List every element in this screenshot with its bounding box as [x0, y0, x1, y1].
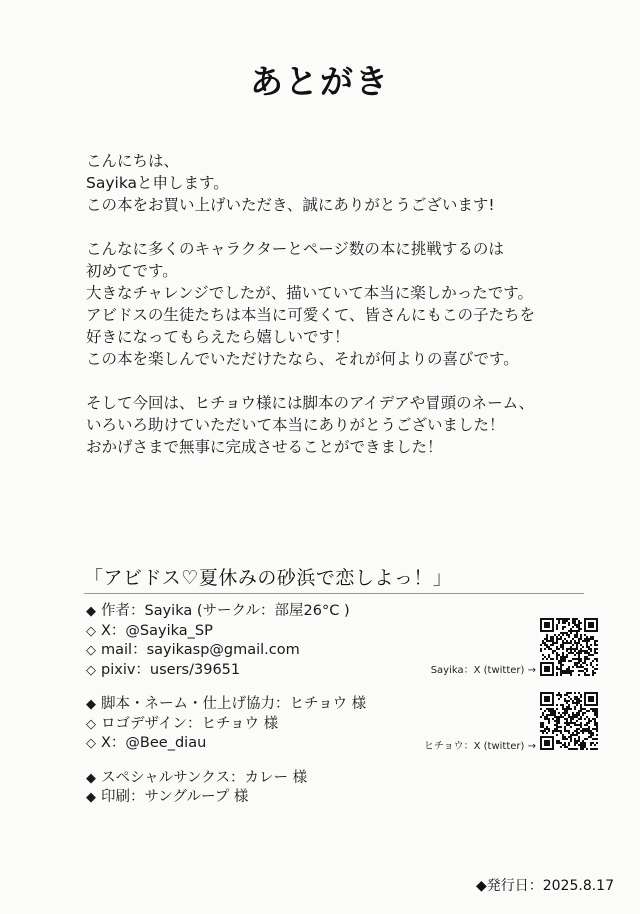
message-line: おかげさまで無事に完成させることができました！ — [86, 438, 443, 456]
message-line: 好きになってもらえたら嬉しいです！ — [86, 328, 350, 346]
message-line: こんにちは、 — [86, 152, 180, 170]
hollow-diamond-icon: ◇ — [86, 716, 96, 732]
hollow-diamond-icon: ◇ — [86, 662, 96, 678]
sayika-qr-caption: Sayika：X (twitter) → — [430, 665, 536, 676]
credit-print: ◆ 印刷：サングループ 様 — [86, 788, 416, 808]
hichou-qr-code-icon[interactable] — [540, 692, 598, 750]
credits-script-group — [86, 695, 416, 754]
afterword-message — [86, 150, 556, 458]
message-line: 大きなチャレンジでしたが、描いていて本当に楽しかったです。 — [86, 284, 534, 302]
credit-logo: ◇ ロゴデザイン：ヒチョウ 様 — [86, 715, 416, 735]
filled-diamond-icon: ◆ — [86, 790, 96, 805]
divider — [84, 593, 584, 594]
credit-author-pixiv: ◇ pixiv：users/39651 — [86, 661, 416, 681]
credit-special-thanks: ◆ スペシャルサンクス：カレー 様 — [86, 769, 416, 789]
credit-script: ◆ 脚本・ネーム・仕上げ協力：ヒチョウ 様 — [86, 695, 416, 715]
filled-diamond-icon: ◆ — [86, 697, 96, 712]
hollow-diamond-icon: ◇ — [86, 736, 96, 751]
message-paragraph-2 — [86, 238, 556, 370]
hichou-qr-caption: ヒチョウ：X (twitter) → — [423, 741, 536, 752]
message-line: そして今回は、ヒチョウ様には脚本のアイデアや冒頭のネーム、 — [86, 394, 535, 412]
hollow-diamond-icon: ◇ — [86, 623, 96, 639]
message-line: アビドスの生徒たちは本当に可愛くて、皆さんにもこの子たちを — [86, 306, 536, 324]
filled-diamond-icon: ◆ — [475, 878, 487, 894]
message-line: いろいろ助けていただいて本当にありがとうございました！ — [86, 416, 505, 434]
book-title: 「アビドス♡夏休みの砂浜で恋しよっ！」 — [84, 567, 453, 589]
page-title: あとがき — [250, 62, 390, 101]
message-paragraph-1 — [86, 150, 556, 216]
message-line: この本を楽しんでいただけたなら、それが何よりの喜びです。 — [86, 350, 519, 368]
credits — [86, 602, 416, 823]
sayika-qr-code-icon[interactable] — [540, 618, 598, 676]
credit-author-x: ◇ X：@Sayika_SP — [86, 622, 416, 642]
message-line: こんなに多くのキャラクターとページ数の本に挑戦するのは — [86, 240, 504, 258]
credit-author-mail: ◇ mail：sayikasp@gmail.com — [86, 641, 416, 661]
message-paragraph-3 — [86, 392, 556, 458]
filled-diamond-icon: ◆ — [86, 770, 96, 786]
publish-date: ◆発行日：2025.8.17 — [475, 878, 614, 894]
credit-author: ◆ 作者：Sayika (サークル：部屋26°C ) — [86, 602, 416, 622]
message-line: 初めてです。 — [86, 262, 178, 280]
message-line: Sayikaと申します。 — [86, 174, 229, 192]
message-line: この本をお買い上げいただき、誠にありがとうございます! — [86, 196, 495, 214]
credits-thanks-group — [86, 769, 416, 808]
filled-diamond-icon: ◆ — [86, 604, 96, 619]
credit-script-x: ◇ X：@Bee_diau — [86, 734, 416, 754]
credits-author-group — [86, 602, 416, 680]
hollow-diamond-icon: ◇ — [86, 643, 96, 658]
